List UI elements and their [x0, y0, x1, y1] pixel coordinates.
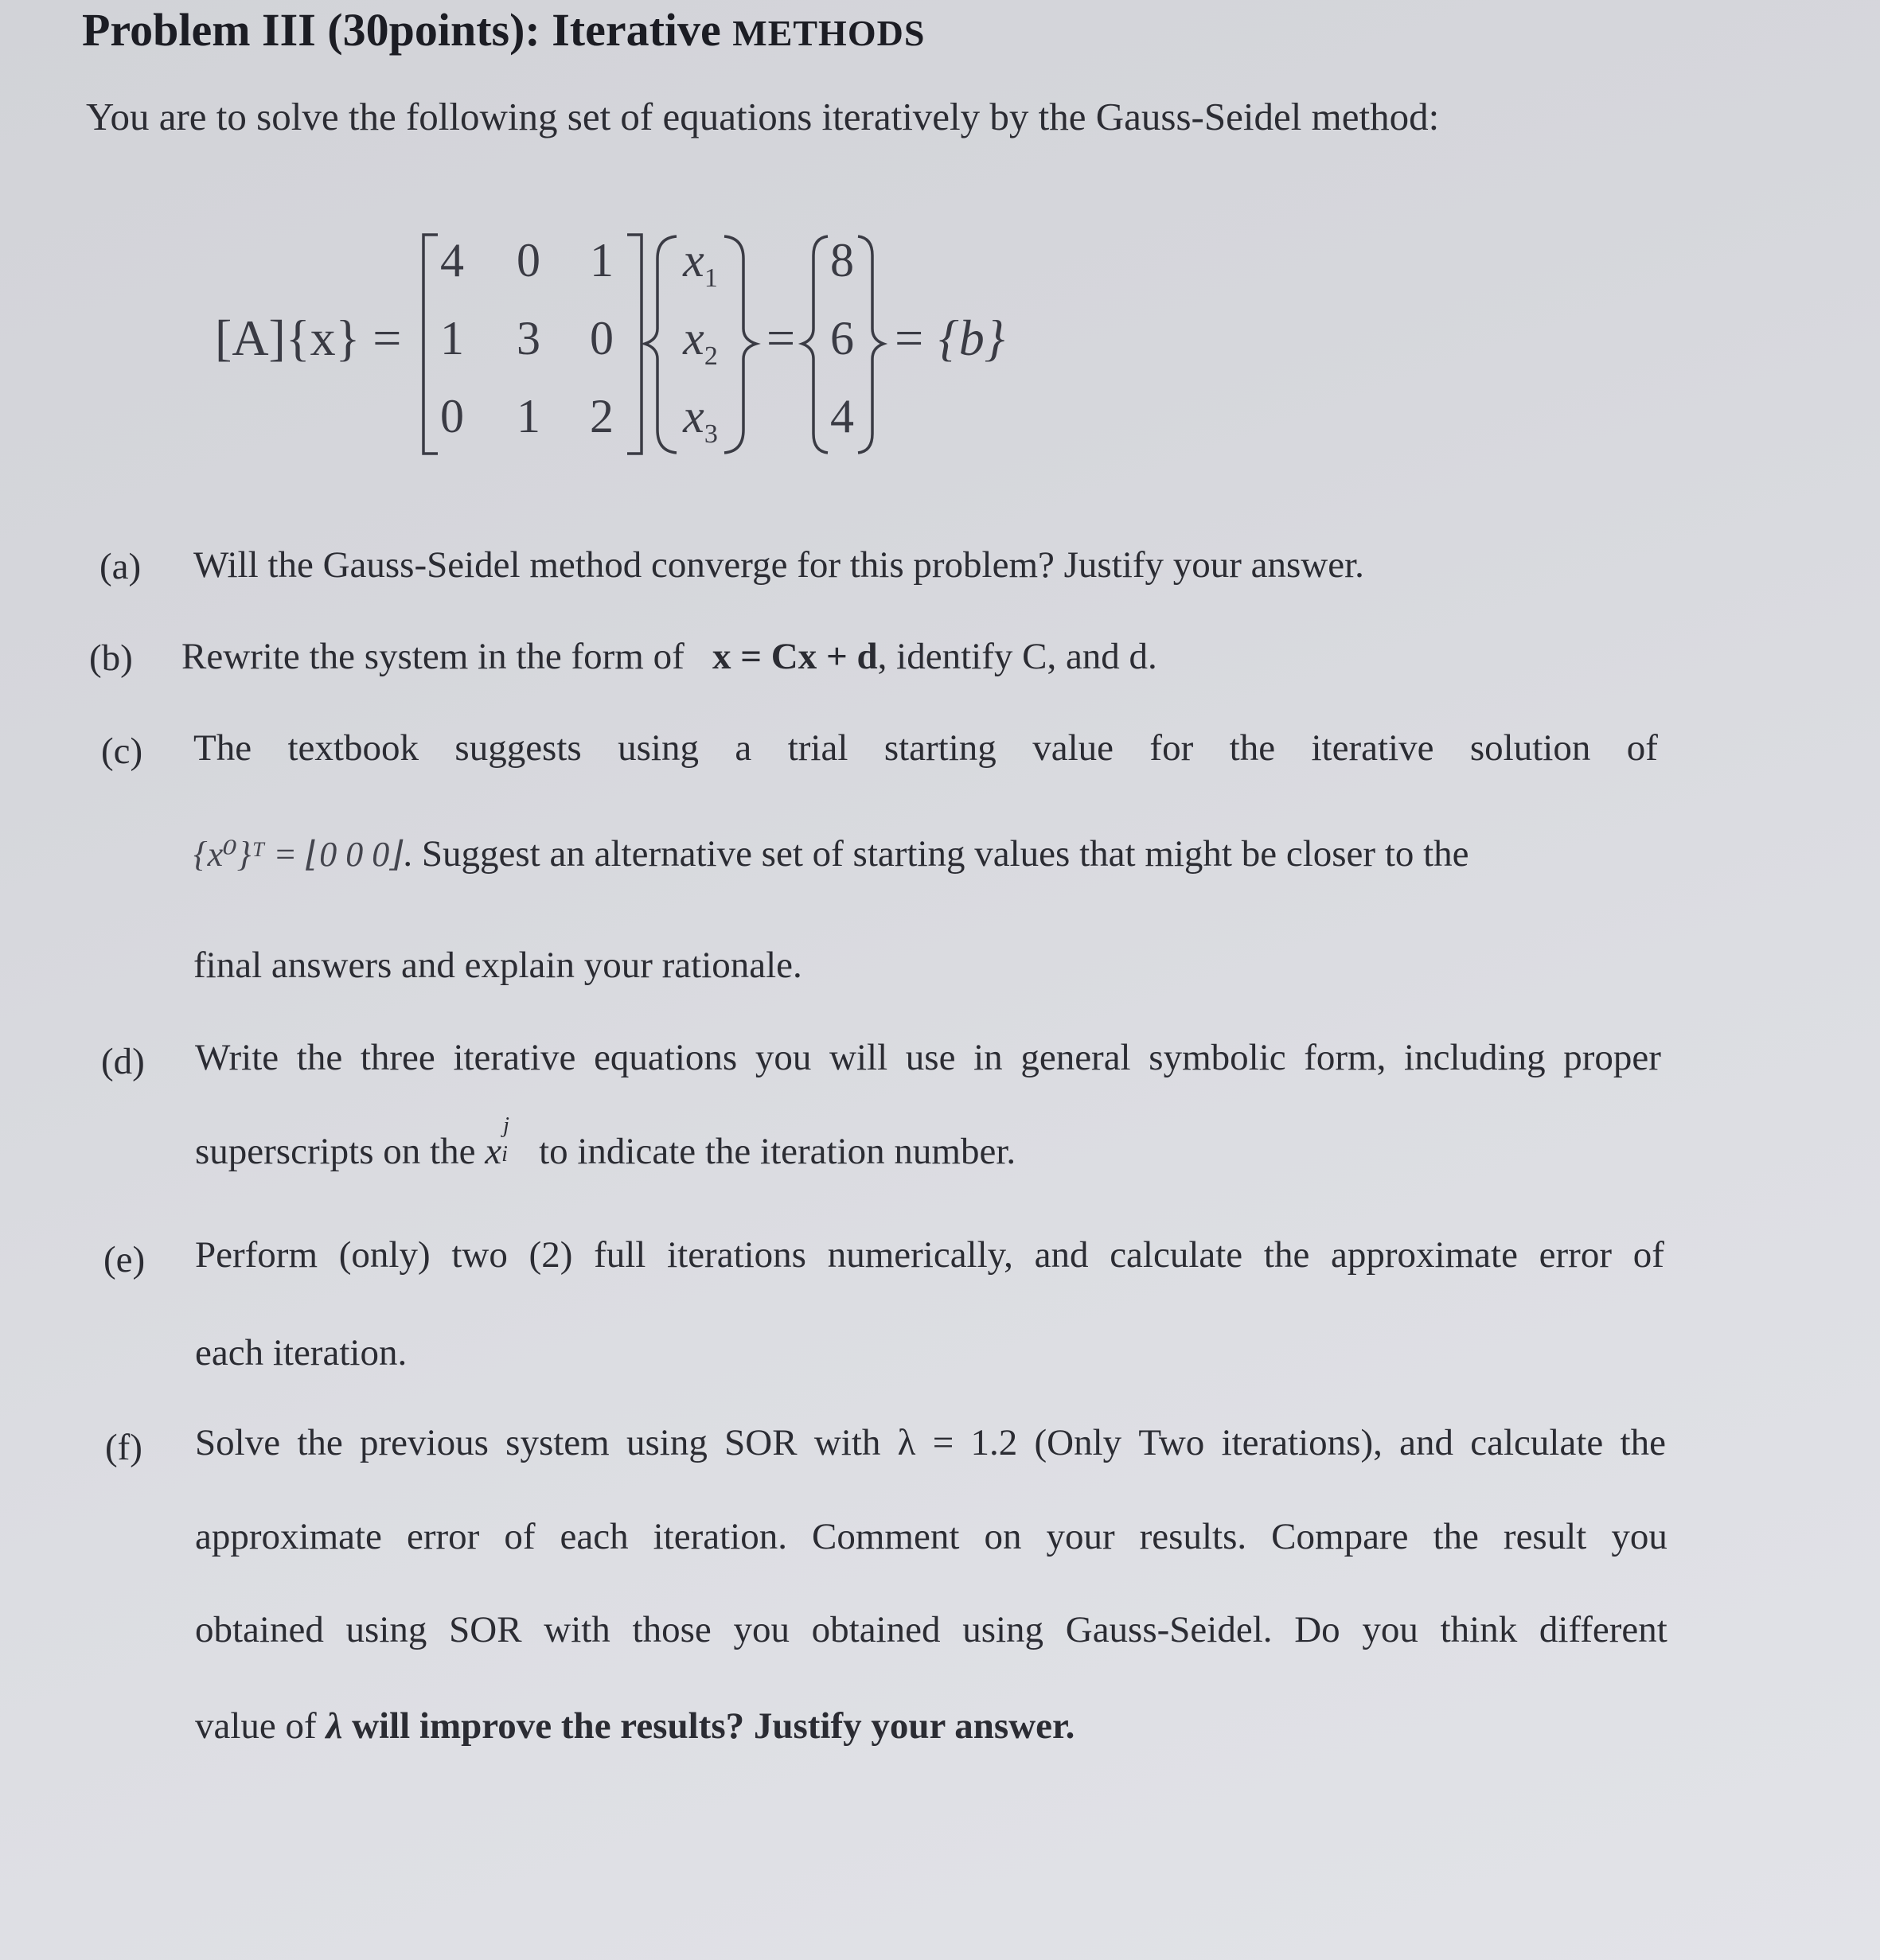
vector-b-entry: 8: [830, 234, 854, 286]
word: symbolic: [1149, 1037, 1286, 1078]
word: SOR: [449, 1609, 522, 1650]
item-c-line-3: final answers and explain your rationale.: [193, 945, 802, 986]
word: approximate: [1331, 1234, 1518, 1276]
word: calculate: [1110, 1234, 1243, 1276]
word: you: [1362, 1609, 1418, 1650]
word: use: [905, 1037, 956, 1078]
item-d-line-2: superscripts on the x j i to indicate the iteration number.: [195, 1113, 1016, 1172]
word: of: [1632, 1234, 1664, 1276]
word: you: [733, 1609, 790, 1650]
matrix-cell: 3: [517, 312, 540, 364]
word: two: [451, 1234, 508, 1276]
vector-x-entry: $x_3$: [683, 390, 718, 449]
word: approximate: [195, 1516, 382, 1557]
matrix-equation: [215, 235, 1011, 462]
word: (Only: [1034, 1422, 1122, 1463]
matrix-cell: 4: [440, 234, 464, 286]
item-c-label: (c): [101, 731, 143, 772]
word: a: [735, 727, 752, 769]
word: suggests: [454, 727, 582, 769]
item-f-line-4: value of λ will improve the results? Justify your answer.: [195, 1705, 1075, 1747]
iteration-variable: x j i: [485, 1113, 509, 1172]
starting-vector-formula: {x⁰}ᵀ = ⌊0 0 0⌋: [193, 835, 404, 874]
word: (2): [529, 1234, 573, 1276]
item-d-label: (d): [101, 1041, 145, 1082]
word: of: [504, 1516, 536, 1557]
word: error: [1539, 1234, 1612, 1276]
word: equations: [594, 1037, 738, 1078]
word: SOR: [724, 1422, 798, 1463]
word: full: [594, 1234, 646, 1276]
item-f-line-1: [195, 1421, 1666, 1464]
word: using: [962, 1609, 1044, 1650]
word: proper: [1563, 1037, 1661, 1078]
word: =: [932, 1422, 954, 1463]
item-c-line-1: [193, 727, 1658, 770]
word: on: [984, 1516, 1022, 1557]
word: three: [360, 1037, 435, 1078]
word: error: [406, 1516, 480, 1557]
word: your: [1046, 1516, 1115, 1557]
word: and: [1034, 1234, 1089, 1276]
word: for: [1149, 727, 1194, 769]
word: iterative: [453, 1037, 576, 1078]
word: iterations),: [1221, 1422, 1383, 1463]
word: 1.2: [970, 1422, 1018, 1463]
vector-x-right-brace: [724, 236, 756, 453]
word: Comment: [812, 1516, 960, 1557]
word: result: [1503, 1516, 1587, 1557]
word: each: [560, 1516, 629, 1557]
word: textbook: [287, 727, 419, 769]
word: obtained: [811, 1609, 941, 1650]
vector-x-left-brace: [645, 236, 677, 453]
matrix-cell: 1: [440, 312, 464, 364]
item-f-line-2: [195, 1515, 1667, 1558]
word: Write: [195, 1037, 279, 1078]
word: will: [829, 1037, 888, 1078]
word: previous: [360, 1422, 489, 1463]
item-a-text: Will the Gauss-Seidel method converge for this problem? Justify your answer.: [193, 544, 1364, 586]
word: iteration.: [653, 1516, 787, 1557]
word: using: [345, 1609, 427, 1650]
word: different: [1539, 1609, 1667, 1650]
word: Perform: [195, 1234, 318, 1276]
lambda-symbol: λ: [326, 1705, 343, 1747]
word: Compare: [1271, 1516, 1409, 1557]
vector-b-entry: 4: [830, 390, 854, 442]
word: those: [632, 1609, 712, 1650]
vector-b-entry: 6: [830, 312, 854, 364]
word: Do: [1294, 1609, 1340, 1650]
item-c-line-2: {x⁰}ᵀ = ⌊0 0 0⌋. Suggest an alternative set of starting values that might be closer to the: [193, 833, 1469, 875]
word: solution: [1469, 727, 1591, 769]
matrix-cell: 2: [590, 390, 614, 442]
word: the: [1229, 727, 1276, 769]
word: general: [1020, 1037, 1131, 1078]
title-caps: METHODS: [732, 13, 926, 53]
item-b-label: (b): [89, 637, 133, 679]
word: with: [813, 1422, 881, 1463]
word: using: [618, 727, 699, 769]
item-f-line-3: [195, 1608, 1667, 1651]
word: in: [973, 1037, 1003, 1078]
word: The: [193, 727, 252, 769]
vector-x-entry: $x_2$: [683, 312, 718, 371]
word: of: [1626, 727, 1658, 769]
vector-b-name: = {b}: [891, 310, 1005, 366]
word: (only): [338, 1234, 431, 1276]
item-b-formula: x = Cx + d: [712, 636, 878, 677]
item-a-label: (a): [99, 546, 142, 587]
word: value: [1032, 727, 1114, 769]
item-e-line-1: [195, 1233, 1664, 1276]
word: calculate: [1470, 1422, 1604, 1463]
word: form,: [1304, 1037, 1387, 1078]
word: iterative: [1311, 727, 1434, 769]
item-e-line-2: each iteration.: [195, 1332, 408, 1374]
word: system: [505, 1422, 610, 1463]
word: Solve: [195, 1422, 281, 1463]
matrix-cell: 0: [517, 234, 540, 286]
word: and: [1399, 1422, 1454, 1463]
word: the: [297, 1422, 343, 1463]
intro-text: You are to solve the following set of equations iteratively by the Gauss-Seidel method:: [86, 95, 1440, 138]
word: you: [755, 1037, 812, 1078]
vector-x-entry: $x_1$: [683, 234, 718, 293]
item-d-line-1: [195, 1036, 1661, 1079]
word: the: [1433, 1516, 1479, 1557]
matrix-cell: 0: [590, 312, 614, 364]
word: numerically,: [827, 1234, 1013, 1276]
problem-title: [82, 3, 925, 57]
word: the: [1620, 1422, 1666, 1463]
word: with: [544, 1609, 610, 1650]
equation-lhs: [A]{x} =: [215, 310, 402, 366]
word: obtained: [195, 1609, 324, 1650]
matrix-cell: 1: [590, 234, 614, 286]
item-f-label: (f): [105, 1427, 142, 1468]
word: Two: [1138, 1422, 1205, 1463]
word: including: [1404, 1037, 1546, 1078]
item-b-text: Rewrite the system in the form of x = Cx + d, identify C, and d.: [181, 636, 1157, 677]
word: starting: [883, 727, 997, 769]
word: the: [1263, 1234, 1310, 1276]
word: think: [1440, 1609, 1518, 1650]
word: you: [1611, 1516, 1667, 1557]
word: iterations: [667, 1234, 806, 1276]
word: results.: [1139, 1516, 1247, 1557]
title-main: Problem III (30points): Iterative: [82, 4, 733, 56]
word: λ: [897, 1422, 916, 1463]
matrix-right-bracket: [627, 235, 642, 454]
word: the: [296, 1037, 343, 1078]
item-e-label: (e): [103, 1239, 146, 1280]
matrix-cell: 1: [517, 390, 540, 442]
equals-sign: =: [766, 310, 796, 366]
word: trial: [787, 727, 848, 769]
word: Gauss-Seidel.: [1065, 1609, 1273, 1650]
matrix-cell: 0: [440, 390, 464, 442]
word: using: [626, 1422, 708, 1463]
